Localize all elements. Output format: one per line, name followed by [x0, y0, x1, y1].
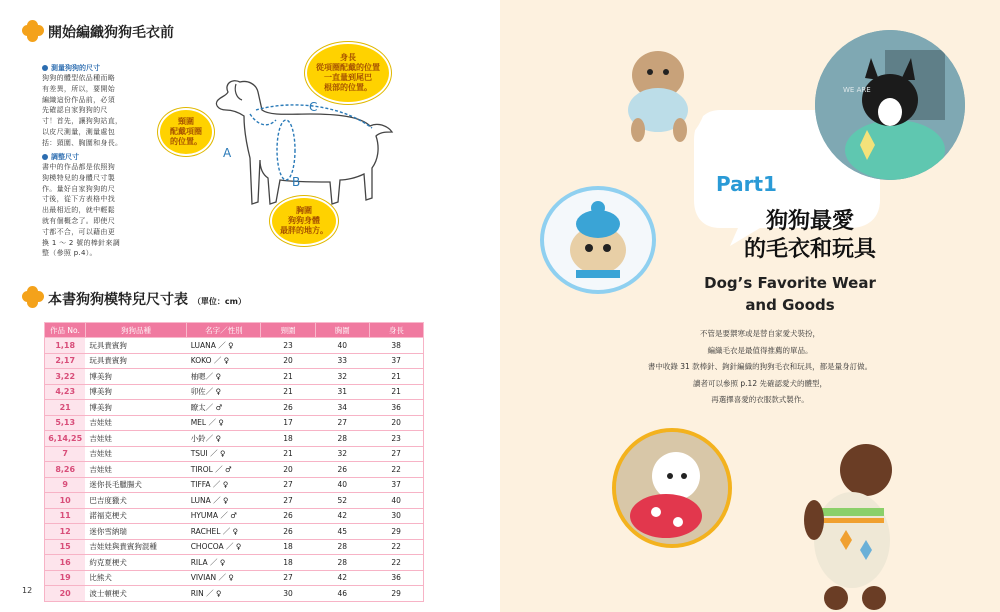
table-cell: RILA ／ ♀	[187, 555, 261, 571]
table-cell: 26	[261, 400, 315, 416]
table-row	[45, 477, 424, 493]
table-cell: 23	[369, 431, 423, 447]
table-row	[45, 369, 424, 385]
row-item-no: 19	[45, 570, 86, 586]
table-cell: 21	[369, 384, 423, 400]
row-item-no: 16	[45, 555, 86, 571]
table-cell: 27	[369, 446, 423, 462]
table-cell: CHOCOA ／ ♀	[187, 539, 261, 555]
table-cell: LUNA ／ ♀	[187, 493, 261, 509]
table-cell: VIVIAN ／ ♀	[187, 570, 261, 586]
row-item-no: 15	[45, 539, 86, 555]
table-cell: 吉娃娃	[85, 462, 186, 478]
table-cell: 27	[261, 493, 315, 509]
table-cell: 42	[315, 508, 369, 524]
table-cell: KOKO ／ ♀	[187, 353, 261, 369]
table-cell: 諾福克梗犬	[85, 508, 186, 524]
table-cell: 32	[315, 369, 369, 385]
table-cell: RIN ／ ♀	[187, 586, 261, 602]
part-label: Part1	[716, 172, 777, 196]
row-item-no: 3,22	[45, 369, 86, 385]
table-cell: 36	[369, 570, 423, 586]
table-row	[45, 338, 424, 354]
table-cell: 27	[261, 477, 315, 493]
table-row	[45, 508, 424, 524]
row-item-no: 10	[45, 493, 86, 509]
table-cell: 27	[261, 570, 315, 586]
label-b: B	[292, 175, 301, 189]
table-cell: 20	[261, 353, 315, 369]
photo-sign: WE ARE	[843, 86, 871, 94]
title-en-line1: Dog’s Favorite Wear	[704, 274, 876, 292]
table-cell: 27	[315, 415, 369, 431]
title-zh-line2: 的毛衣和玩具	[743, 237, 876, 262]
clover-icon	[22, 286, 44, 308]
table-row	[45, 462, 424, 478]
table-cell: 40	[315, 338, 369, 354]
table-cell: 29	[369, 524, 423, 540]
table-cell: 18	[261, 431, 315, 447]
table-row	[45, 415, 424, 431]
table-cell: 20	[261, 462, 315, 478]
table-row	[45, 353, 424, 369]
table-unit: （單位：cm）	[192, 297, 246, 306]
table-cell: 26	[261, 508, 315, 524]
col-header: 頸圍	[261, 323, 315, 338]
col-header: 作品 No.	[45, 323, 86, 338]
table-cell: 33	[315, 353, 369, 369]
col-header: 名字／性別	[187, 323, 261, 338]
right-page	[500, 0, 1000, 612]
table-cell: 28	[315, 431, 369, 447]
label-a: A	[223, 146, 232, 160]
table-cell: 21	[369, 369, 423, 385]
table-body	[45, 338, 424, 602]
table-cell: TIROL ／ ♂	[187, 462, 261, 478]
length-bubble: 身長 從項圈配戴的位置 一直量到尾巴 根部的位置。	[305, 42, 391, 104]
adjust-subheading: 調整尺寸	[42, 152, 79, 162]
table-cell: 46	[315, 586, 369, 602]
table-cell: 28	[315, 539, 369, 555]
table-cell: 37	[369, 477, 423, 493]
table-row	[45, 400, 424, 416]
table-header-row	[45, 323, 424, 338]
table-cell: 45	[315, 524, 369, 540]
row-item-no: 5,13	[45, 415, 86, 431]
table-cell: 28	[315, 555, 369, 571]
row-item-no: 1,18	[45, 338, 86, 354]
col-header: 胸圍	[315, 323, 369, 338]
table-row	[45, 586, 424, 602]
table-cell: 瞭太／ ♂	[187, 400, 261, 416]
table-cell: 約克夏梗犬	[85, 555, 186, 571]
clover-icon	[22, 20, 44, 42]
table-cell: 迷你長毛臘腸犬	[85, 477, 186, 493]
table-title: 本書狗狗模特兒尺寸表	[48, 292, 188, 308]
row-item-no: 6,14,25	[45, 431, 86, 447]
table-cell: 博美狗	[85, 400, 186, 416]
row-item-no: 8,26	[45, 462, 86, 478]
poodle-photo	[790, 430, 920, 612]
title-en-line2: and Goods	[745, 296, 835, 314]
table-cell: TIFFA ／ ♀	[187, 477, 261, 493]
table-cell: 18	[261, 539, 315, 555]
chest-bubble: 胸圍 狗狗身體 最胖的地方。	[270, 196, 338, 246]
measure-subheading: 測量狗狗的尺寸	[42, 63, 100, 73]
table-cell: 30	[261, 586, 315, 602]
table-cell: 博美狗	[85, 369, 186, 385]
table-cell: 比熊犬	[85, 570, 186, 586]
table-row	[45, 493, 424, 509]
table-cell: 40	[369, 493, 423, 509]
table-cell: 玩具貴賓狗	[85, 353, 186, 369]
table-cell: 吉娃娃	[85, 446, 186, 462]
size-table	[44, 322, 424, 602]
table-cell: 23	[261, 338, 315, 354]
table-cell: TSUI ／ ♀	[187, 446, 261, 462]
table-cell: 卯佐／ ♀	[187, 384, 261, 400]
measure-text: 狗狗的體型依品種而略 有差異，所以，要開始 編織這份作品前，必須 先確認自家狗狗的尺 寸！首先，讓狗狗站直， 以皮尺測量，測量處包 括：頸圍、胸圍和身長。	[42, 74, 123, 147]
table-cell: 20	[369, 415, 423, 431]
table-cell: 吉娃娃	[85, 415, 186, 431]
chihuahua-photo	[540, 186, 656, 294]
boston-terrier-photo	[815, 30, 965, 180]
table-cell: 玩具貴賓狗	[85, 338, 186, 354]
table-cell: 小鈴／ ♀	[187, 431, 261, 447]
table-row	[45, 539, 424, 555]
table-cell: HYUMA ／ ♂	[187, 508, 261, 524]
table-cell: 21	[261, 369, 315, 385]
table-cell: 52	[315, 493, 369, 509]
table-cell: 17	[261, 415, 315, 431]
table-cell: RACHEL ／ ♀	[187, 524, 261, 540]
table-cell: 36	[369, 400, 423, 416]
table-cell: 吉娃娃	[85, 431, 186, 447]
table-row	[45, 431, 424, 447]
table-cell: 柚嗯／ ♀	[187, 369, 261, 385]
row-item-no: 4,23	[45, 384, 86, 400]
title-en	[650, 272, 930, 316]
table-cell: 22	[369, 539, 423, 555]
table-cell: 22	[369, 555, 423, 571]
table-cell: 37	[369, 353, 423, 369]
table-cell: 26	[315, 462, 369, 478]
bichon-photo	[612, 428, 732, 548]
table-cell: 31	[315, 384, 369, 400]
table-row	[45, 384, 424, 400]
row-item-no: 21	[45, 400, 86, 416]
table-cell: 博美狗	[85, 384, 186, 400]
table-cell: 22	[369, 462, 423, 478]
table-row	[45, 446, 424, 462]
table-cell: LUANA ／ ♀	[187, 338, 261, 354]
table-cell: 巴吉度獵犬	[85, 493, 186, 509]
row-item-no: 12	[45, 524, 86, 540]
table-row	[45, 524, 424, 540]
table-cell: 42	[315, 570, 369, 586]
yorkie-photo	[608, 30, 708, 150]
table-cell: 40	[315, 477, 369, 493]
table-cell: 29	[369, 586, 423, 602]
row-item-no: 11	[45, 508, 86, 524]
intro-text: 不管是要禦寒或是替自家愛犬裝扮， 編織毛衣是最值得推薦的單品。 書中收錄 31 款棒針、鉤針編織的狗狗毛衣和玩具，都是量身訂做。 讀者可以參照 p.12 先確認愛犬的體型， 再選擇喜愛的衣服款式製作。	[647, 329, 873, 404]
page-number: 12	[22, 586, 33, 595]
table-cell: 波士頓梗犬	[85, 586, 186, 602]
table-cell: 32	[315, 446, 369, 462]
measure-heading: 開始編織狗狗毛衣前	[48, 25, 174, 41]
table-cell: 吉娃娃與貴賓狗混種	[85, 539, 186, 555]
table-cell: 34	[315, 400, 369, 416]
title-zh-line1: 狗狗最愛	[765, 209, 854, 234]
neck-bubble: 頸圍 配戴項圈 的位置。	[158, 108, 214, 156]
col-header: 狗狗品種	[85, 323, 186, 338]
table-cell: 30	[369, 508, 423, 524]
table-row	[45, 570, 424, 586]
table-cell: 18	[261, 555, 315, 571]
row-item-no: 2,17	[45, 353, 86, 369]
table-heading	[48, 289, 246, 309]
table-cell: 38	[369, 338, 423, 354]
table-row	[45, 555, 424, 571]
title-zh	[690, 208, 930, 264]
label-c: C	[309, 100, 318, 114]
table-cell: 21	[261, 446, 315, 462]
table-cell: MEL ／ ♀	[187, 415, 261, 431]
table-cell: 21	[261, 384, 315, 400]
table-cell: 迷你雪納瑞	[85, 524, 186, 540]
col-header: 身長	[369, 323, 423, 338]
adjust-text: 書中的作品都是依照狗 狗模特兒的身體尺寸製 作。量好自家狗狗的尺 寸後，從下方表格中找 出最相近的，就中輕鬆 就有個概念了。即使尺 寸都不合，可以藉由更 換 1 ～ 2 號的棒針來調 整（參照 p.4）。	[42, 163, 121, 258]
row-item-no: 20	[45, 586, 86, 602]
row-item-no: 9	[45, 477, 86, 493]
row-item-no: 7	[45, 446, 86, 462]
table-cell: 26	[261, 524, 315, 540]
